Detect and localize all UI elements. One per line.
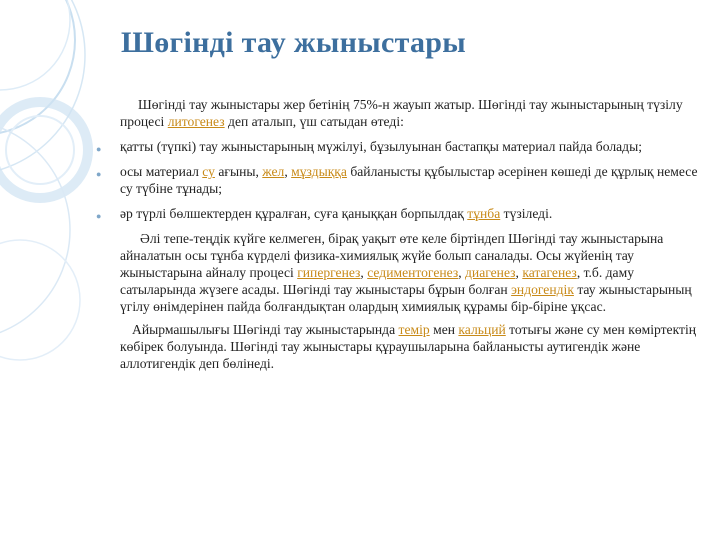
bullet-icon: ● (96, 169, 102, 179)
body-text (96, 96, 702, 372)
text: Шөгінді тау жыныстары жер бетінің 75%-н жауып жатыр. Шөгінді тау жыныстарының түзілу процесі (120, 97, 683, 129)
text: , т.б. даму сатыларында жүзеге асады. Шөгінді тау жыныстары бұрын болған (120, 265, 634, 297)
text: осы материал (120, 164, 203, 179)
link-sedimentogenez[interactable]: седиментогенез (367, 265, 459, 280)
link-diagenez[interactable]: диагенез (465, 265, 516, 280)
text: мен (429, 322, 459, 337)
text: тау жыныстарының үгілу өнімдерінен пайда болғандықтан олардың химиялық құрамы бір-біріне ұқсас. (120, 282, 692, 314)
link-su[interactable]: су (202, 164, 215, 179)
link-endogendik[interactable]: эндогендік (511, 282, 574, 297)
text: тотығы және су мен көміртектің көбірек болуында. Шөгінді тау жыныстары құраушыларына байланысты аутигендік және аллотигендік деп бөлінеді. (120, 322, 697, 371)
text: әр түрлі бөлшектерден құралған, суға қаныққан борпылдақ (120, 206, 468, 221)
text: , (284, 164, 292, 179)
link-litogenez[interactable]: литогенез (167, 114, 225, 129)
bullet-icon: ● (96, 144, 102, 154)
text: , (515, 265, 523, 280)
text: байланысты құбылыстар әсерінен көшеді де құрлық немесе су түбіне тұнады; (120, 164, 698, 196)
text: қатты (түпкі) тау жыныстарының мүжілуі, бұзылуынан бастапқы материал пайда болады; (120, 139, 642, 154)
link-katagenez[interactable]: катагенез (522, 265, 577, 280)
text: Әлі тепе-теңдік күйге келмеген, бірақ уақыт өте келе біртіндеп Шөгінді тау жыныстарына айналатын осы тұнба күрделі физика-химиялық жүйе болып саналады. Осы жүйенің тау жыныстарына айналу процесі (120, 231, 664, 280)
bullet-item-2 (96, 163, 702, 197)
bullet-item-3 (96, 205, 702, 222)
link-gipergenez[interactable]: гипергенез (297, 265, 361, 280)
link-kalcii[interactable]: кальций (458, 322, 506, 337)
link-tunba[interactable]: тұнба (467, 206, 501, 221)
text: , (360, 265, 368, 280)
bullet-item-1 (96, 138, 702, 155)
link-muzdyk[interactable]: мұздыққа (291, 164, 347, 179)
bullet-icon: ● (96, 211, 102, 221)
paragraph-2 (120, 230, 702, 315)
link-temir[interactable]: темір (398, 322, 430, 337)
text: деп аталып, үш сатыдан өтеді: (224, 114, 404, 129)
page-title: Шөгінді тау жыныстары (121, 26, 466, 59)
text: Айырмашылығы Шөгінді тау жыныстарында (132, 322, 399, 337)
text: түзіледі. (500, 206, 553, 221)
text: ағыны, (214, 164, 263, 179)
paragraph-3 (120, 321, 702, 372)
text: , (458, 265, 466, 280)
link-zhel[interactable]: жел (262, 164, 285, 179)
intro-paragraph (120, 96, 702, 130)
